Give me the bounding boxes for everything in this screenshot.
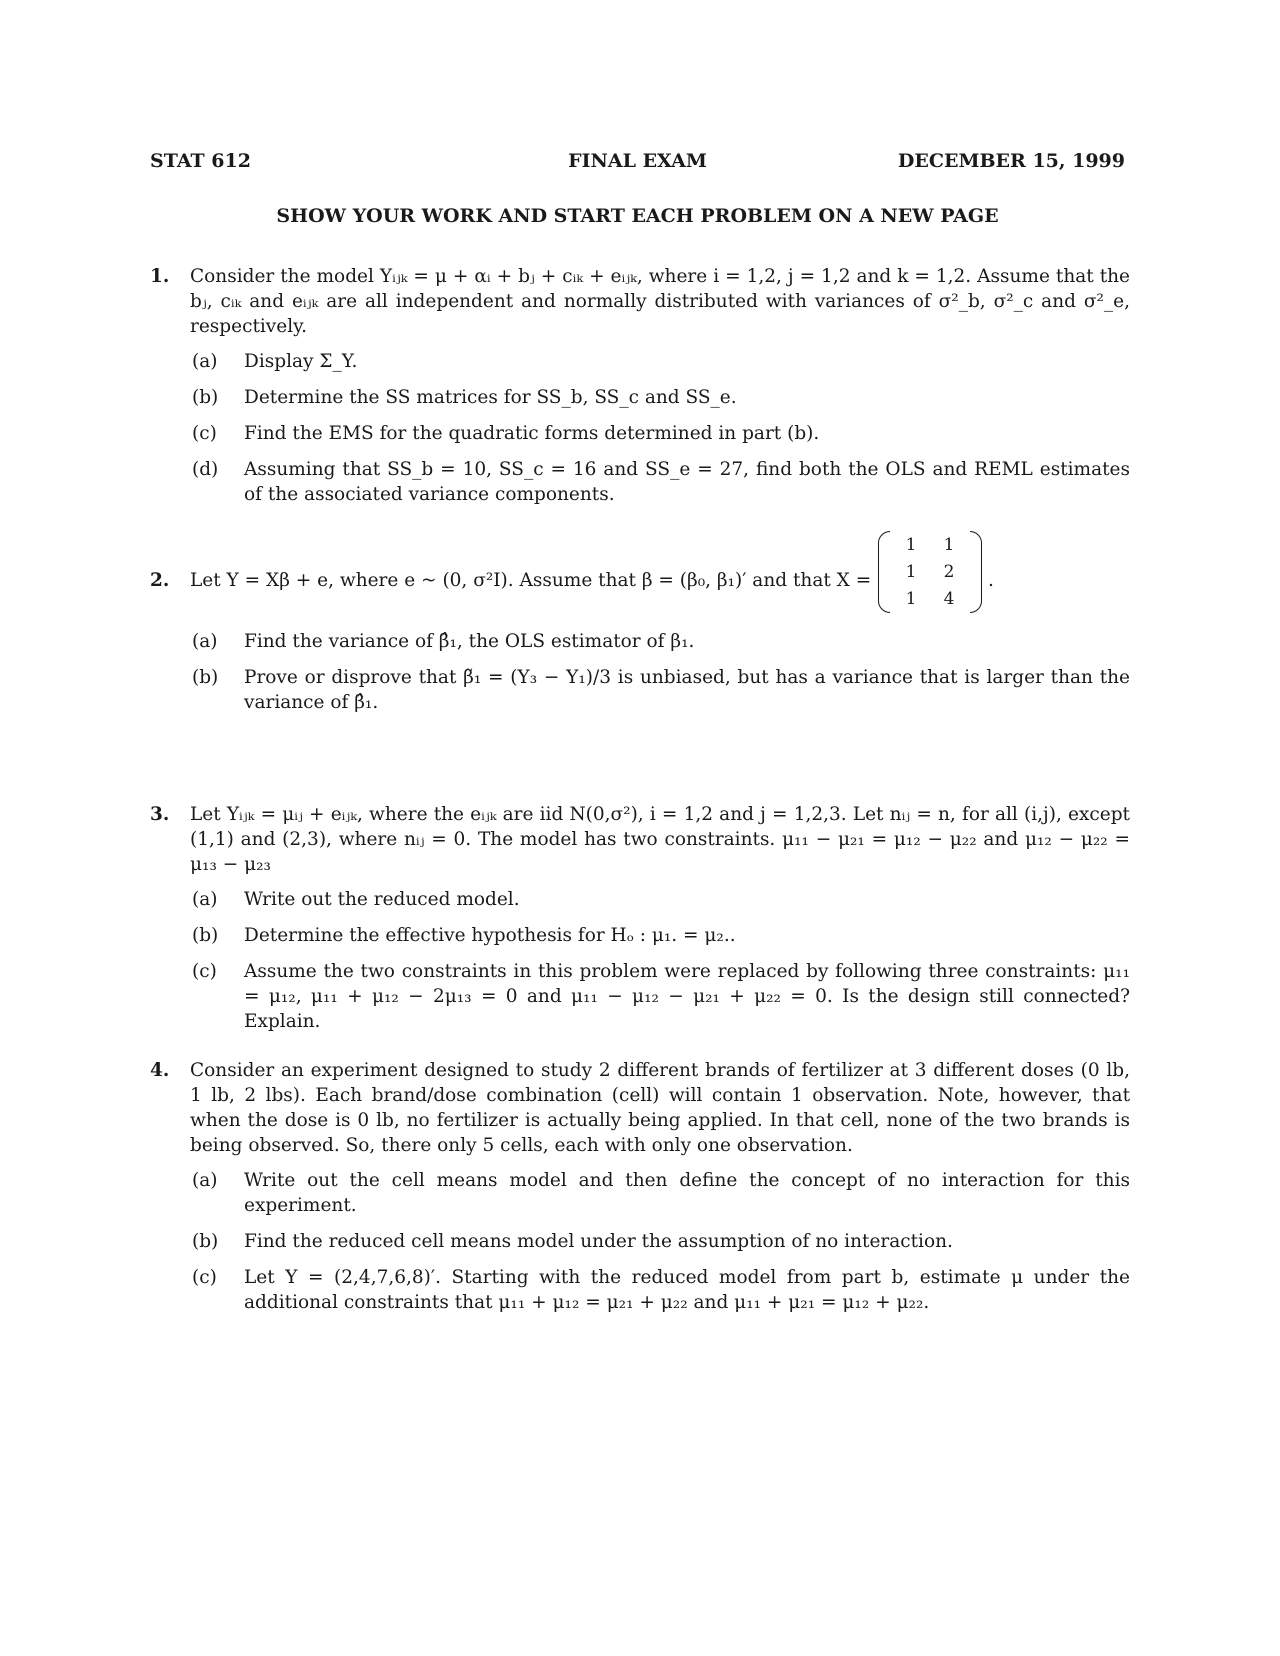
- problem-part: [192, 923, 1130, 948]
- matrix-period: .: [988, 570, 994, 591]
- part-text: Determine the effective hypothesis for Hₒ : μ₁. = μ₂..: [244, 925, 736, 946]
- part-text: Find the variance of β̂₁, the OLS estimator of β₁.: [244, 631, 695, 652]
- part-text: Find the reduced cell means model under the assumption of no interaction.: [244, 1231, 953, 1252]
- part-text: Find the EMS for the quadratic forms determined in part (b).: [244, 423, 820, 444]
- part-label: (a): [192, 631, 218, 652]
- part-text: Write out the reduced model.: [244, 889, 520, 910]
- problem-parts: [192, 629, 1130, 715]
- exam-date: DECEMBER 15, 1999: [897, 150, 1125, 172]
- part-label: (b): [192, 1231, 219, 1252]
- problem-statement: Let Yᵢⱼₖ = μᵢⱼ + eᵢⱼₖ, where the eᵢⱼₖ are iid N(0,σ²), i = 1,2 and j = 1,2,3. Let nᵢⱼ = n, for all (i,j), except (1,1) and (2,3), where nᵢⱼ = 0. The model has two constraints. μ₁₁ − μ₂₁ = μ₁₂ − μ₂₂ and μ₁₂ − μ₂₂ = μ₁₃ − μ₂₃: [190, 804, 1130, 875]
- problem-statement: Consider an experiment designed to study 2 different brands of fertilizer at 3 different doses (0 lb, 1 lb, 2 lbs). Each brand/dose combination (cell) will contain 1 observation. Note, however, that when the dose is 0 lb, no fertilizer is actually being applied. In that cell, none of the two brands is being observed. So, there only 5 cells, each with only one observation.: [190, 1060, 1130, 1156]
- part-label: (d): [192, 459, 219, 480]
- problem-part: [192, 349, 1130, 374]
- matrix-cell: 1: [905, 589, 917, 609]
- left-paren: [878, 531, 890, 613]
- exam-header: [150, 150, 1125, 180]
- part-label: (b): [192, 387, 219, 408]
- matrix-cell: 1: [905, 562, 917, 582]
- problem-part: [192, 1265, 1130, 1315]
- problem-part: [192, 421, 1130, 446]
- part-label: (c): [192, 1267, 217, 1288]
- problem-part: [192, 1168, 1130, 1218]
- problem-part: [192, 385, 1130, 410]
- part-label: (b): [192, 925, 219, 946]
- part-label: (a): [192, 889, 218, 910]
- part-text: Prove or disprove that β̃₁ = (Y₃ − Y₁)/3 is unbiased, but has a variance that is larger than the variance of β̂₁.: [244, 667, 1130, 713]
- part-text: Display Σ_Y.: [244, 351, 358, 372]
- problem-3: [150, 802, 1130, 1045]
- problem-part: [192, 959, 1130, 1034]
- problem-number: 4.: [150, 1060, 170, 1081]
- exam-title: FINAL EXAM: [568, 150, 707, 172]
- design-matrix: [878, 531, 994, 613]
- problem-part: [192, 887, 1130, 912]
- problem-parts: [192, 887, 1130, 1034]
- problem-statement-text: Let Y = Xβ + e, where e ~ (0, σ²I). Assume that β = (β₀, β₁)′ and that X =: [190, 570, 872, 591]
- part-text: Determine the SS matrices for SS_b, SS_c and SS_e.: [244, 387, 737, 408]
- problem-2: [150, 535, 1130, 726]
- part-label: (c): [192, 961, 217, 982]
- course-title: STAT 612: [150, 150, 251, 172]
- problem-part: [192, 665, 1130, 715]
- part-text: Assume the two constraints in this problem were replaced by following three constraints: μ₁₁ = μ₁₂, μ₁₁ + μ₁₂ − 2μ₁₃ = 0 and μ₁₁ − μ₁₂ − μ₂₁ + μ₂₂ = 0. Is the design still connected? Explain.: [244, 961, 1131, 1032]
- problem-parts: [192, 1168, 1130, 1315]
- problem-4: [150, 1058, 1130, 1326]
- part-text: Let Y = (2,4,7,6,8)′. Starting with the reduced model from part b, estimate μ under the additional constraints that μ₁₁ + μ₁₂ = μ₂₁ + μ₂₂ and μ₁₁ + μ₂₁ = μ₁₂ + μ₂₂.: [244, 1267, 1130, 1313]
- problem-number: 3.: [150, 804, 170, 825]
- part-label: (a): [192, 1170, 218, 1191]
- instructions: SHOW YOUR WORK AND START EACH PROBLEM ON A NEW PAGE: [276, 205, 999, 227]
- problem-statement: Consider the model Yᵢⱼₖ = μ + αᵢ + bⱼ + cᵢₖ + eᵢⱼₖ, where i = 1,2, j = 1,2 and k = 1,2. Assume that the bⱼ, cᵢₖ and eᵢⱼₖ are all independent and normally distributed with variances of σ²_b, σ²_c and σ²_e, respectively.: [190, 266, 1130, 337]
- part-text: Write out the cell means model and then define the concept of no interaction for this experiment.: [244, 1170, 1130, 1216]
- matrix-cell: 1: [943, 535, 955, 555]
- problem-part: [192, 629, 1130, 654]
- problem-part: [192, 1229, 1130, 1254]
- part-text: Assuming that SS_b = 10, SS_c = 16 and SS_e = 27, find both the OLS and REML estimates of the associated variance components.: [244, 459, 1130, 505]
- problem-part: [192, 457, 1130, 507]
- matrix-cell: 4: [943, 589, 955, 609]
- matrix-cell: 2: [943, 562, 955, 582]
- problem-parts: [192, 349, 1130, 507]
- problem-number: 2.: [150, 570, 170, 591]
- problem-1: [150, 264, 1130, 518]
- matrix-cell: 1: [905, 535, 917, 555]
- part-label: (b): [192, 667, 219, 688]
- part-label: (c): [192, 423, 217, 444]
- right-paren: [970, 531, 982, 613]
- part-label: (a): [192, 351, 218, 372]
- problem-number: 1.: [150, 266, 170, 287]
